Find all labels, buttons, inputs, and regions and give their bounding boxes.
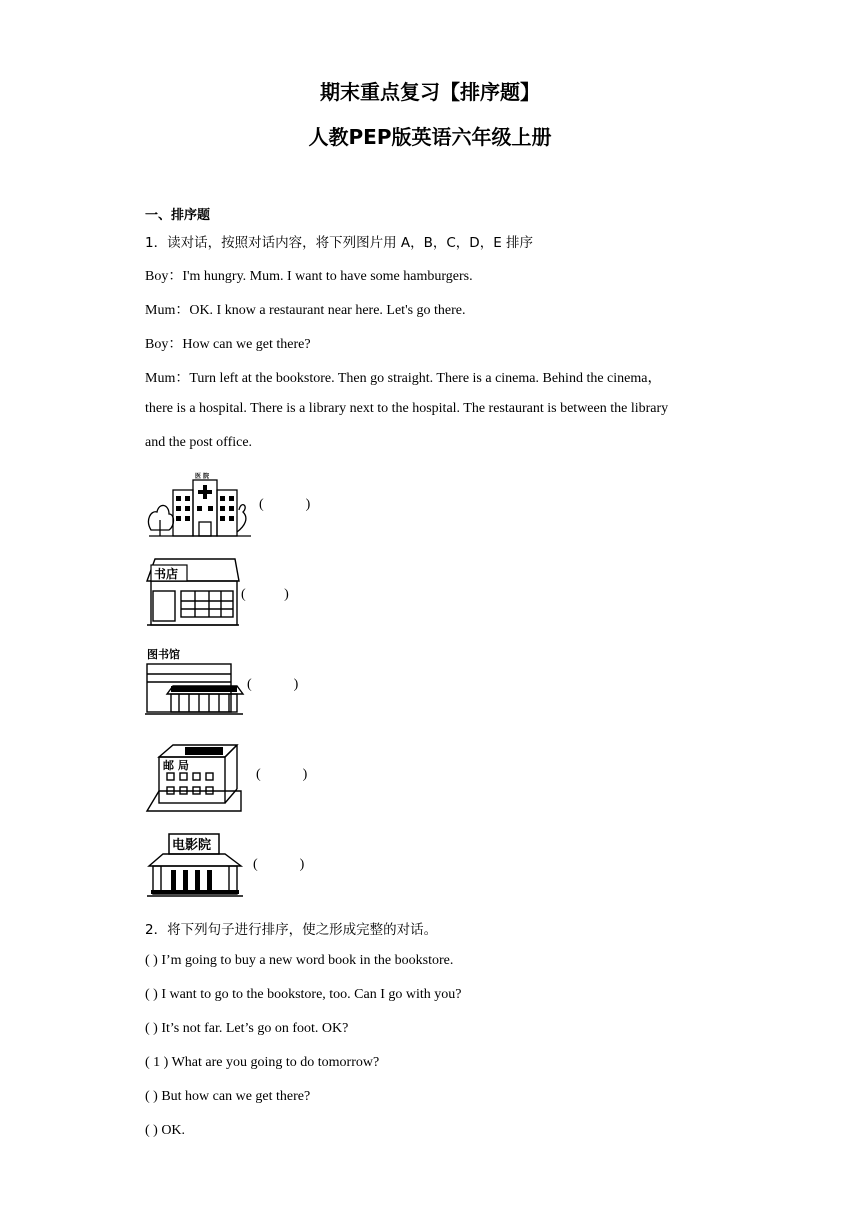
post-office-image	[145, 735, 245, 815]
question-1-prompt: 1．读对话，按照对话内容，将下列图片用 A，B，C，D，E 排序	[145, 235, 534, 251]
cinema-image	[145, 830, 245, 900]
ordering-item: ( ) I want to go to the bookstore, too. Can I go with you?	[145, 987, 462, 1002]
dialogue-line: Mum：Turn left at the bookstore. Then go straight. There is a cinema. Behind the cinema，	[145, 371, 662, 386]
library-image	[145, 646, 245, 718]
document-title: 期末重点复习【排序题】	[320, 80, 540, 104]
bookstore-sign: 书店	[154, 567, 179, 581]
ordering-item: ( ) It’s not far. Let’s go on foot. OK?	[145, 1021, 349, 1036]
answer-blank[interactable]: ( )	[253, 857, 305, 872]
answer-blank[interactable]: ( )	[256, 767, 308, 782]
ordering-item: ( 1 ) What are you going to do tomorrow?	[145, 1055, 380, 1070]
bookstore-image	[145, 557, 241, 629]
cinema-sign: 电影院	[172, 838, 212, 853]
ordering-item: ( ) OK.	[145, 1123, 186, 1138]
document-subtitle: 人教PEP版英语六年级上册	[308, 125, 552, 149]
answer-blank[interactable]: ( )	[247, 677, 299, 692]
question-2-prompt: 2．将下列句子进行排序，使之形成完整的对话。	[145, 922, 438, 938]
answer-blank[interactable]: ( )	[259, 497, 311, 512]
dialogue-line: and the post office.	[145, 435, 253, 450]
section-heading: 一、排序题	[145, 208, 211, 223]
post-office-sign: 邮 局	[163, 759, 189, 772]
dialogue-line: Boy：How can we get there?	[145, 337, 311, 352]
hospital-sign: 医 院	[195, 473, 210, 480]
dialogue-line: there is a hospital. There is a library next to the hospital. The restaurant is between the library	[145, 401, 669, 416]
hospital-image	[145, 470, 255, 540]
ordering-item: ( ) I’m going to buy a new word book in the bookstore.	[145, 953, 454, 968]
answer-blank[interactable]: ( )	[241, 587, 289, 602]
dialogue-line: Mum：OK. I know a restaurant near here. Let's go there.	[145, 303, 466, 318]
ordering-item: ( ) But how can we get there?	[145, 1089, 311, 1104]
library-sign: 图书馆	[147, 648, 180, 661]
dialogue-line: Boy：I'm hungry. Mum. I want to have some hamburgers.	[145, 269, 473, 284]
